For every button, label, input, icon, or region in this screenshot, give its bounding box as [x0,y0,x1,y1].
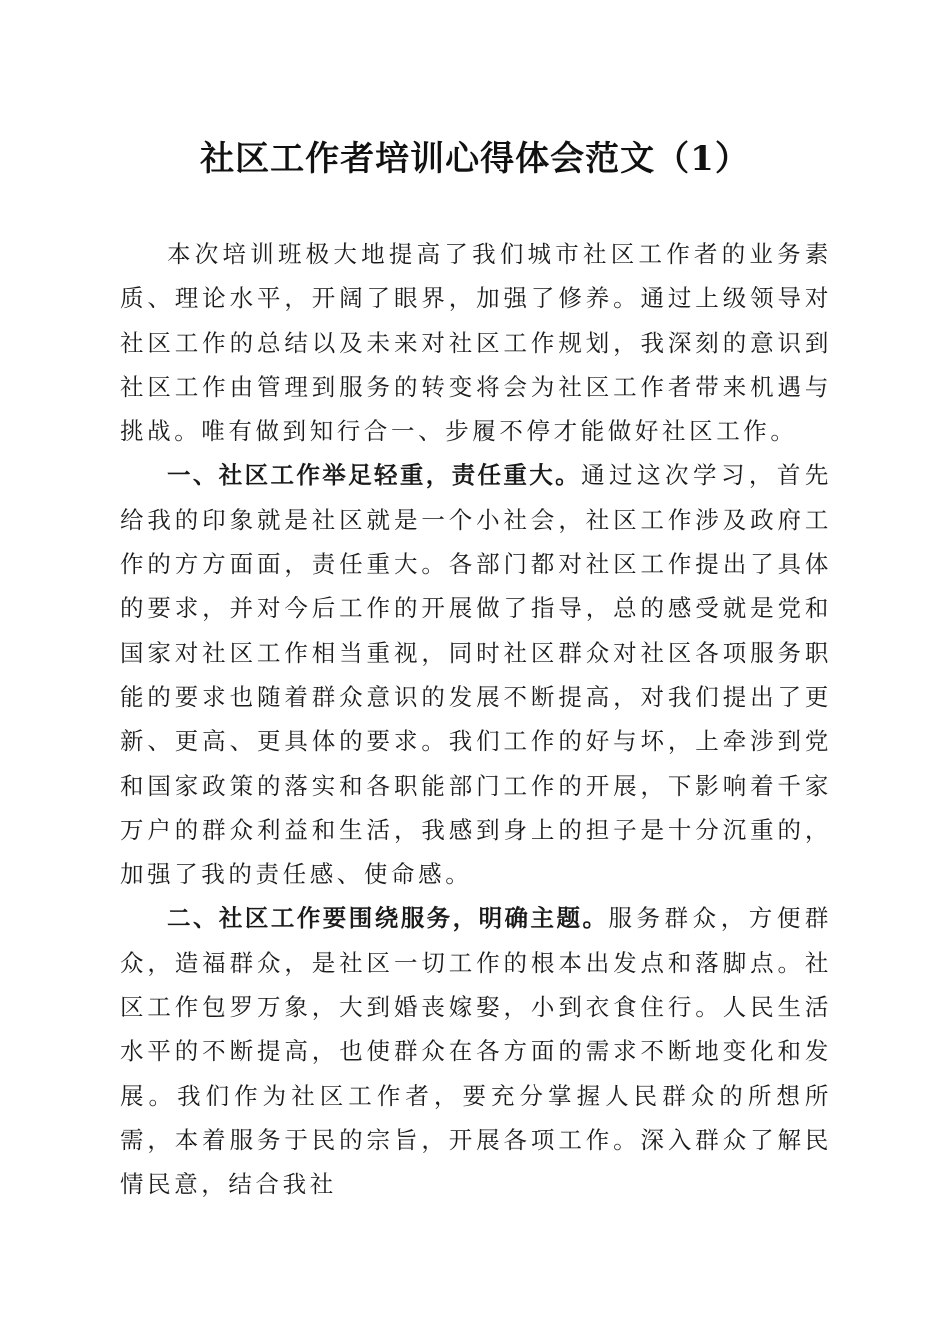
document-title: 社区工作者培训心得体会范文（1） [200,139,750,179]
document-body [120,232,832,1207]
section-2-text: 服务群众，方便群众，造福群众，是社区一切工作的根本出发点和落脚点。社区工作包罗万象，大到婚丧嫁娶，小到衣食住行。人民生活水平的不断提高，也使群众在各方面的需求不断地变化和发展。我们作为社区工作者，要充分掌握人民群众的所想所需，本着服务于民的宗旨，开展各项工作。深入群众了解民情民意，结合我社 [120,904,833,1199]
paragraph-intro-text: 本次培训班极大地提高了我们城市社区工作者的业务素质、理论水平，开阔了眼界，加强了修养。通过上级领导对社区工作的总结以及未来对社区工作规划，我深刻的意识到社区工作由管理到服务的转变将会为社区工作者带来机遇与挑战。唯有做到知行合一、步履不停才能做好社区工作。 [120,240,832,446]
section-1-heading: 一、社区工作举足轻重，责任重大。 [167,461,582,490]
paragraph-section-1 [120,453,832,896]
paragraph-section-2 [120,896,832,1206]
paragraph-intro [120,232,832,453]
section-1-text: 通过这次学习，首先给我的印象就是社区就是一个小社会，社区工作涉及政府工作的方方面面，责任重大。各部门都对社区工作提出了具体的要求，并对今后工作的开展做了指导，总的感受就是党和国家对社区工作相当重视，同时社区群众对社区各项服务职能的要求也随着群众意识的发展不断提高，对我们提出了更新、更高、更具体的要求。我们工作的好与坏，上牵涉到党和国家政策的落实和各职能部门工作的开展，下影响着千家万户的群众利益和生活，我感到身上的担子是十分沉重的，加强了我的责任感、使命感。 [120,461,832,889]
section-2-heading: 二、社区工作要围绕服务，明确主题。 [167,904,609,933]
